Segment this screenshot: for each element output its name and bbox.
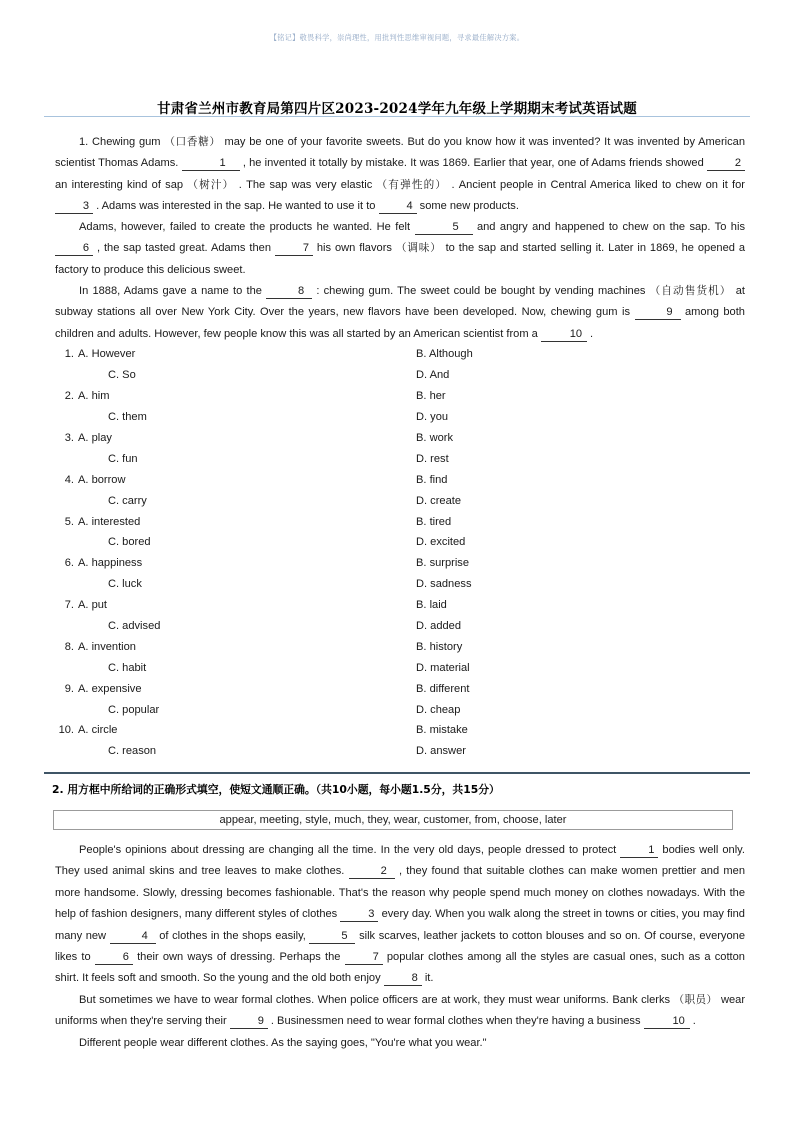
question-row-9a [48, 678, 748, 699]
p1-text-h: some new products. [419, 199, 519, 212]
s2-gloss-clerks: （职员） [673, 993, 718, 1006]
passage1-blank-6[interactable]: 6 [55, 241, 93, 256]
question-row-6b [48, 574, 748, 595]
option-7-d[interactable]: D. added [416, 620, 462, 633]
option-1-d[interactable]: D. And [416, 369, 450, 382]
p1-text-e: . The sap was very elastic [238, 178, 373, 191]
question-row-2b [48, 407, 748, 428]
option-9-c[interactable]: C. popular [108, 703, 160, 716]
s2-p2-text-c: . Businessmen need to wear formal clothes when they're having a business [270, 1015, 641, 1028]
p3-text-d: among both children and adults. However, few people know this was all started by an American scientist from a [55, 306, 745, 340]
p2-text-a: Adams, however, failed to create the products he wanted. He felt [79, 221, 411, 234]
s2-p3-text: Different people wear different clothes. As the saying goes, "You're what you wear." [79, 1036, 487, 1049]
option-10-a[interactable]: A. circle [78, 724, 118, 737]
passage2-blank-5[interactable]: 5 [309, 929, 355, 944]
s2-p1-text-d: every day. When you walk along the street in towns or cities, you may find many new [55, 908, 745, 942]
p2-text-b: and angry and happened to chew on the sap. To his [476, 221, 745, 234]
s2-p1-text-g: their own ways of dressing. Perhaps the [137, 951, 341, 964]
cloze-passage-2 [55, 840, 745, 1054]
page-title: 甘肃省兰州市教育局第四片区2023-2024学年九年级上学期期末考试英语试题 [157, 101, 637, 118]
passage2-blank-3[interactable]: 3 [340, 907, 378, 922]
p1-text-b: may be one of your favorite sweets. But do you know how it was invented? It was invented by American scientist Thomas Adams. [55, 136, 745, 170]
question-row-7a [48, 595, 748, 616]
question-number-5: 5. [64, 515, 74, 528]
s2-p1-text-b: bodies well only. They used animal skins and tree leaves to make clothes. [55, 844, 745, 878]
passage2-blank-4[interactable]: 4 [110, 929, 156, 944]
question-row-2a [48, 386, 748, 407]
question-row-10a [48, 720, 748, 741]
s2-p1-text-f: silk scarves, leather jackets to cotton blouses and so on. Of course, everyone likes to [55, 929, 745, 964]
p3-text-c: at subway stations all over New York City. Over the years, new flavors have been developed. Now, chewing gum is [55, 285, 746, 319]
p2-text-c: , the sap tasted great. Adams then [96, 242, 271, 255]
passage1-paragraph-3 [55, 281, 745, 345]
s2-p1-text-i: it. [424, 972, 434, 985]
option-2-b[interactable]: B. her [416, 390, 446, 403]
p1-text-g: . Adams was interested in the sap. He wanted to use it to [96, 199, 376, 212]
question-number-4: 4. [64, 473, 74, 486]
question-row-1b [48, 365, 748, 386]
section-2-heading: 2. 用方框中所给词的正确形式填空，使短文通顺正确。（共10小题，每小题1.5分，共15分） [52, 783, 500, 796]
question-row-5b [48, 532, 748, 553]
s2-p2-text-b: wear uniforms when they're serving their [55, 993, 746, 1028]
passage1-paragraph-1 [55, 132, 745, 217]
p1-text-f: . Ancient people in Central America liked to chew on it for [451, 178, 745, 191]
option-7-a[interactable]: A. put [78, 599, 107, 612]
option-2-c[interactable]: C. them [108, 411, 147, 424]
p3-text-e: . [590, 327, 594, 340]
option-4-d[interactable]: D. create [416, 494, 462, 507]
option-6-d[interactable]: D. sadness [416, 578, 472, 591]
question-row-4b [48, 490, 748, 511]
option-8-c[interactable]: C. habit [108, 661, 147, 674]
question-number-6: 6. [64, 557, 74, 570]
question-row-3a [48, 428, 748, 449]
passage1-blank-9[interactable]: 9 [635, 305, 681, 320]
option-5-a[interactable]: A. interested [78, 515, 141, 528]
p2-text-e: to the sap and started selling it. Later in 1869, he opened a factory to produce this delicious sweet. [55, 242, 746, 276]
question-number-3: 3. [64, 432, 74, 444]
option-6-c[interactable]: C. luck [108, 578, 142, 591]
word-bank-box [53, 810, 733, 830]
option-3-a[interactable]: A. play [78, 432, 112, 444]
option-10-d[interactable]: D. answer [416, 745, 466, 758]
question-row-10b [48, 741, 748, 762]
p1-text-d: an interesting kind of sap [55, 178, 184, 191]
passage2-blank-8[interactable]: 8 [384, 971, 422, 986]
option-9-b[interactable]: B. different [416, 682, 470, 695]
question-number-1: 1. [64, 348, 74, 361]
passage2-blank-10[interactable]: 10 [644, 1014, 690, 1029]
option-1-c[interactable]: C. So [108, 369, 136, 382]
divider-section-2 [44, 772, 750, 774]
multiple-choice-list [48, 344, 748, 762]
option-6-a[interactable]: A. happiness [78, 557, 143, 570]
option-7-b[interactable]: B. laid [416, 599, 447, 612]
s2-p1-text-c: , they found that suitable clothes can make women prettier and men more handsome. Slowly, dressing becomes fashionable. That's the reason why people spend much money on clothes nowadays. With the help of fashion designers, many different styles of clothes [55, 865, 745, 921]
option-2-a[interactable]: A. him [78, 390, 110, 403]
passage2-blank-7[interactable]: 7 [345, 950, 383, 965]
option-5-c[interactable]: C. bored [108, 536, 151, 549]
cloze-passage-1 [55, 132, 745, 345]
option-5-b[interactable]: B. tired [416, 515, 452, 528]
option-10-b[interactable]: B. mistake [416, 724, 468, 737]
passage2-paragraph-2 [55, 990, 745, 1033]
passage1-blank-10[interactable]: 10 [541, 327, 587, 342]
option-8-d[interactable]: D. material [416, 661, 470, 674]
passage1-blank-3[interactable]: 3 [55, 199, 93, 214]
passage1-blank-4[interactable]: 4 [379, 199, 417, 214]
question-number-7: 7. [64, 599, 74, 612]
option-3-c[interactable]: C. fun [108, 452, 138, 465]
option-6-b[interactable]: B. surprise [416, 557, 470, 570]
option-4-b[interactable]: B. find [416, 473, 448, 486]
option-3-d[interactable]: D. rest [416, 452, 449, 465]
question-row-4a [48, 469, 748, 490]
question-number-2: 2. [64, 390, 74, 403]
s2-p1-text-a: People's opinions about dressing are changing all the time. In the very old days, people dressed to protect [79, 844, 617, 856]
option-7-c[interactable]: C. advised [108, 620, 161, 633]
p1-gloss-sap: （树汁） [187, 178, 235, 191]
p2-text-d: his own flavors [316, 242, 392, 255]
option-9-d[interactable]: D. cheap [416, 703, 461, 716]
passage1-blank-2[interactable]: 2 [707, 156, 745, 171]
question-number-8: 8. [64, 640, 74, 653]
passage2-blank-1[interactable]: 1 [620, 843, 658, 858]
p3-text-b: : chewing gum. The sweet could be bought by vending machines [316, 285, 646, 298]
passage1-blank-1[interactable]: 1 [182, 156, 240, 171]
option-9-a[interactable]: A. expensive [78, 682, 142, 695]
s2-p2-text-a: But sometimes we have to wear formal clothes. When police officers are at work, they must wear uniforms. Bank clerks [79, 993, 671, 1006]
question-number-9: 9. [64, 682, 74, 695]
option-1-a[interactable]: A. However [78, 348, 136, 361]
p1-gloss-chewing-gum: （口香糖） [164, 136, 221, 148]
option-8-b[interactable]: B. history [416, 640, 463, 653]
option-3-b[interactable]: B. work [416, 432, 453, 444]
question-row-6a [48, 553, 748, 574]
passage2-paragraph-1 [55, 840, 745, 990]
question-row-1a [48, 344, 748, 365]
question-row-9b [48, 699, 748, 720]
word-bank-words: appear, meeting, style, much, they, wear, customer, from, choose, later [219, 814, 567, 826]
passage2-blank-6[interactable]: 6 [95, 950, 133, 965]
passage2-blank-2[interactable]: 2 [349, 864, 395, 879]
passage1-blank-5[interactable]: 5 [415, 220, 473, 235]
option-4-a[interactable]: A. borrow [78, 473, 126, 486]
question-row-8a [48, 636, 748, 657]
p2-gloss-flavors: （调味） [395, 242, 442, 255]
question-row-3b [48, 448, 748, 469]
question-number-10: 10. [58, 724, 74, 737]
passage1-paragraph-2 [55, 217, 745, 281]
option-1-b[interactable]: B. Although [416, 348, 473, 361]
option-2-d[interactable]: D. you [416, 411, 449, 424]
option-10-c[interactable]: C. reason [108, 745, 157, 758]
s2-p1-text-e: of clothes in the shops easily, [159, 929, 306, 942]
option-8-a[interactable]: A. invention [78, 640, 136, 653]
passage2-paragraph-3 [55, 1033, 745, 1054]
question-row-7b [48, 616, 748, 637]
s2-p2-text-d: . [692, 1015, 696, 1028]
option-5-d[interactable]: D. excited [416, 536, 466, 549]
p3-gloss-vending-machines: （自动售货机） [649, 285, 732, 298]
s2-p1-text-h: popular clothes among all the styles are casual ones, such as a cotton shirt. It feels soft and smooth. So the young and the old both enjoy [55, 951, 745, 985]
passage1-blank-7[interactable]: 7 [275, 241, 313, 256]
p3-text-a: In 1888, Adams gave a name to the [79, 285, 262, 298]
p1-gloss-elastic: （有弹性的） [376, 178, 448, 191]
question-row-8b [48, 657, 748, 678]
p1-text-c: , he invented it totally by mistake. It was 1869. Earlier that year, one of Adams friends showed [242, 157, 704, 170]
option-4-c[interactable]: C. carry [108, 494, 147, 507]
question-row-5a [48, 511, 748, 532]
page-header-watermark: 【铭记】敬畏科学，崇尚理性，用批判性思维审视问题，寻求最佳解决方案。 [269, 33, 525, 42]
passage1-blank-8[interactable]: 8 [266, 284, 312, 299]
passage2-blank-9[interactable]: 9 [230, 1014, 268, 1029]
p1-text-a: 1. Chewing gum [79, 136, 161, 148]
